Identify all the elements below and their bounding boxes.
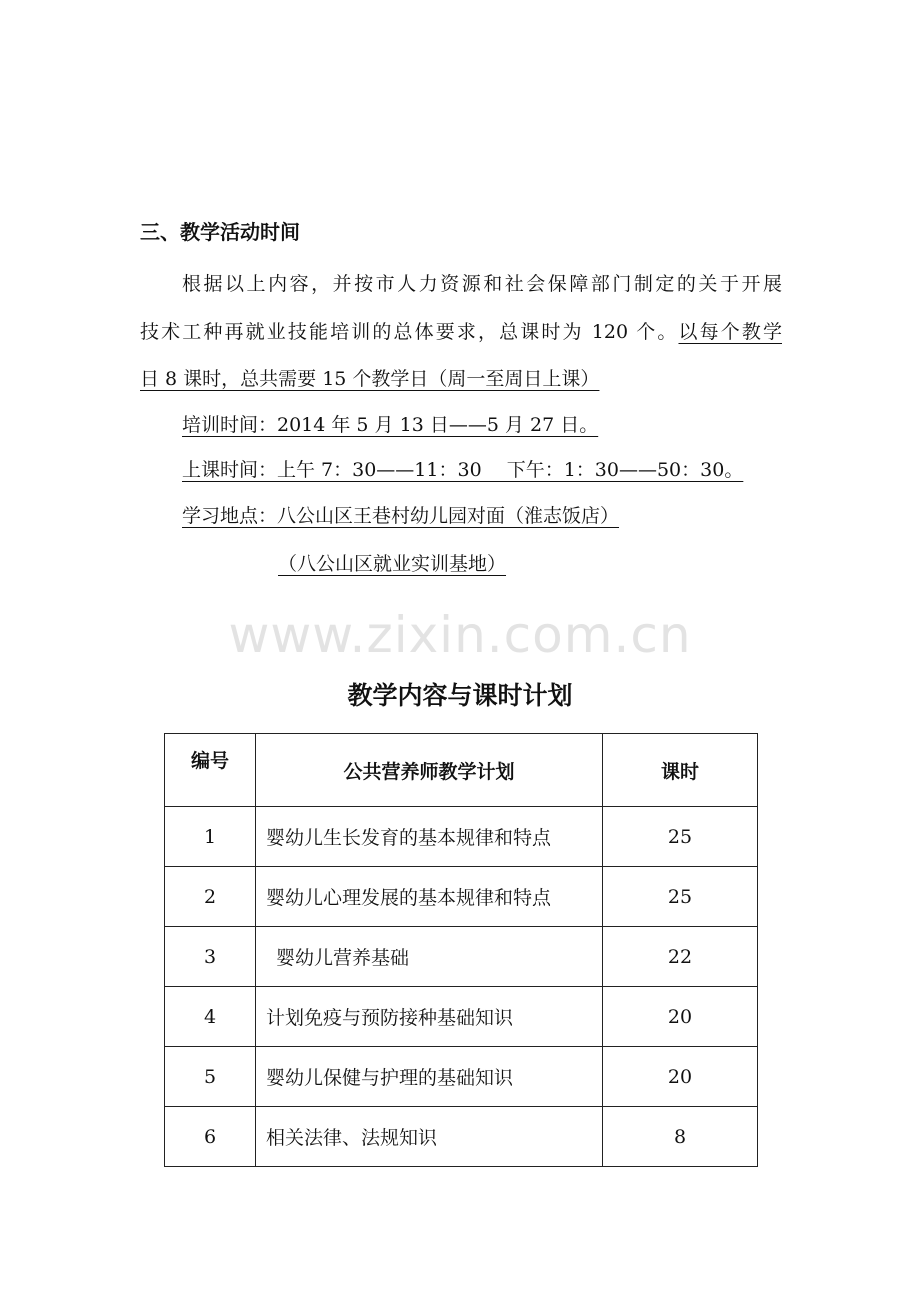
training-time: 培训时间：2014 年 5 月 13 日——5 月 27 日。 [182,414,599,436]
table-row [165,807,758,867]
row-number: 2 [165,867,256,927]
row-topic: 婴幼儿营养基础 [256,927,603,987]
row-topic: 婴幼儿生长发育的基本规律和特点 [256,807,603,867]
row-number: 6 [165,1107,256,1167]
table-row [165,1047,758,1107]
class-time: 上课时间：上午 7：30——11：30 下午：1：30——50：30。 [182,459,744,481]
table-header-row [165,734,758,807]
table-row [165,927,758,987]
paragraph-line-2-underlined: 以每个教学 [678,321,782,343]
table-row [165,987,758,1047]
row-hours: 22 [603,927,758,987]
row-hours: 20 [603,987,758,1047]
paragraph-line-1: 根据以上内容，并按市人力资源和社会保障部门制定的关于开展 [182,273,782,295]
row-number: 4 [165,987,256,1047]
row-hours: 25 [603,807,758,867]
row-topic: 计划免疫与预防接种基础知识 [256,987,603,1047]
header-number: 编号 [165,734,256,807]
table-row [165,1107,758,1167]
row-hours: 8 [603,1107,758,1167]
row-topic: 相关法律、法规知识 [256,1107,603,1167]
header-hours: 课时 [603,734,758,807]
course-plan-table [164,733,758,1167]
paragraph-line-3: 日 8 课时，总共需要 15 个教学日（周一至周日上课） [140,368,600,390]
study-location: 学习地点：八公山区王巷村幼儿园对面（淮志饭店） [182,505,620,527]
header-topic: 公共营养师教学计划 [256,734,603,807]
row-hours: 20 [603,1047,758,1107]
paragraph-line-2 [140,318,782,346]
study-location-note: （八公山区就业实训基地） [278,553,507,575]
table-row [165,867,758,927]
table-title: 教学内容与课时计划 [347,681,573,710]
watermark: www.zixin.com.cn [228,606,692,664]
row-hours: 25 [603,867,758,927]
paragraph-line-2-text: 技术工种再就业技能培训的总体要求，总课时为 120 个。 [140,321,679,343]
row-number: 3 [165,927,256,987]
row-number: 1 [165,807,256,867]
row-number: 5 [165,1047,256,1107]
row-topic: 婴幼儿保健与护理的基础知识 [256,1047,603,1107]
row-topic: 婴幼儿心理发展的基本规律和特点 [256,867,603,927]
section-heading: 三、教学活动时间 [140,220,300,244]
